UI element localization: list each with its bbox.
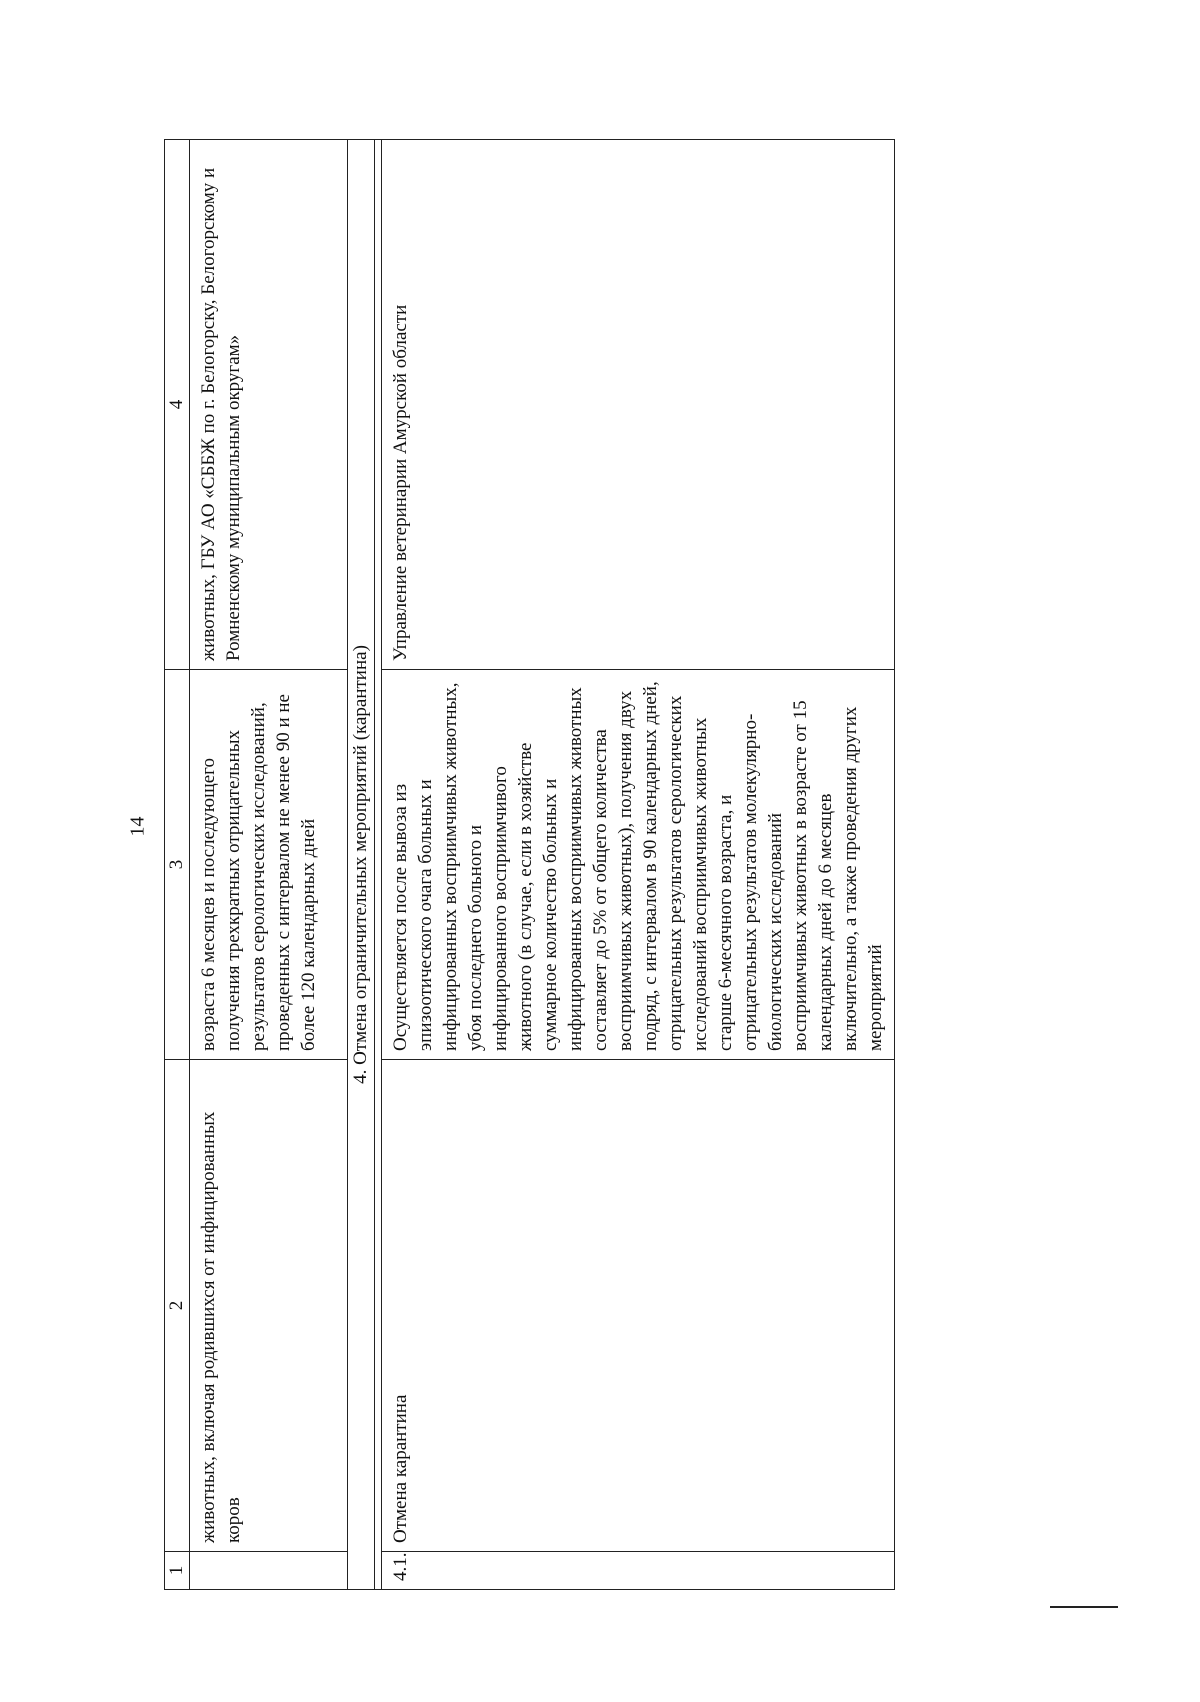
header-cell-2: 2 <box>165 1060 190 1552</box>
section-row <box>348 140 375 1590</box>
signature-line <box>1050 1606 1118 1608</box>
continued-cell-measure: животных, включая родившихся от инфицированных коров <box>190 1060 348 1552</box>
header-cell-3: 3 <box>165 670 190 1060</box>
rotated-table-container <box>164 140 1024 1590</box>
header-cell-1: 1 <box>165 1552 190 1590</box>
header-cell-4: 4 <box>165 140 190 670</box>
table-row-continued <box>190 140 348 1590</box>
measure-terms-4-1: Осуществляется после вывоза из эпизоотического очага больных и инфицированных восприимчивых животных, убоя последнего больного и инфицированного восприимчивого животного (в случае, если в хозяйстве суммарное количество больных и инфицированных восприимчивых животных составляет до 5% от общего количества восприимчивых животных), получения двух подряд, с интервалом в 90 календарных дней, отрицательных результатов серологических исследований восприимчивых животных старше 6-месячного возраста, и отрицательных результатов молекулярно-биологических исследований восприимчивых животных в возрасте от 15 календарных дней до 6 месяцев включительно, а также проведения других мероприятий <box>382 670 895 1060</box>
continued-cell-terms: возраста 6 месяцев и последующего получения трехкратных отрицательных результатов серологических исследований, проведенных с интервалом не менее 90 и не более 120 календарных дней <box>190 670 348 1060</box>
measure-name-4-1: Отмена карантина <box>382 1060 895 1552</box>
responsible-4-1: Управление ветеринарии Амурской области <box>382 140 895 670</box>
table-header-row <box>165 140 190 1590</box>
section-title: 4. Отмена ограничительных мероприятий (карантина) <box>348 140 375 1590</box>
row-number-4-1: 4.1. <box>382 1552 895 1590</box>
table-row-4-1 <box>382 140 895 1590</box>
spacer-row <box>375 140 382 1590</box>
continued-cell-responsible: животных, ГБУ АО «СББЖ по г. Белогорску, Белогорскому и Ромненскому муниципальным округам» <box>190 140 348 670</box>
page-number: 14 <box>126 816 149 837</box>
continued-cell-number <box>190 1552 348 1590</box>
measures-table <box>164 139 895 1590</box>
